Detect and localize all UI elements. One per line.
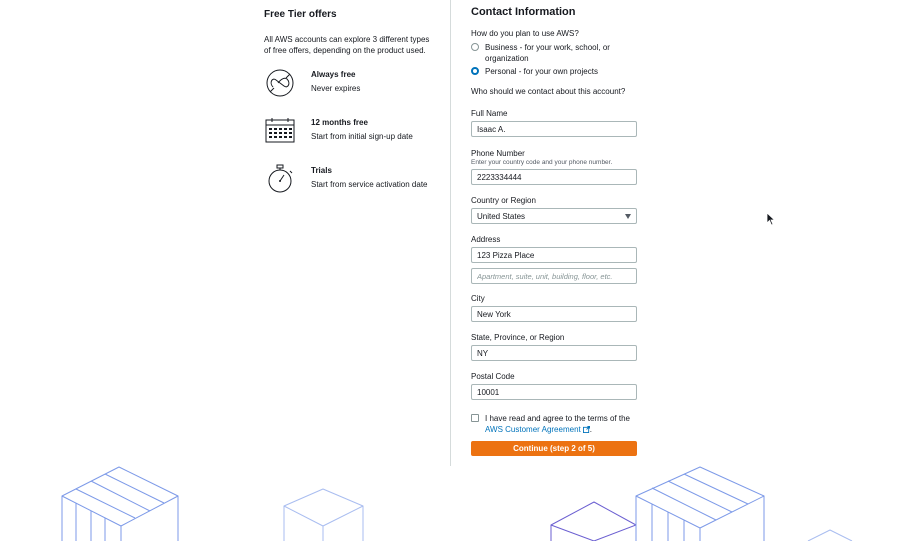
agreement-text-wrap [485,413,641,435]
decorative-cubes-illustration [0,455,902,541]
free-tier-title: Free Tier offers [264,9,337,20]
offer-subtitle: Never expires [311,84,361,93]
country-value: United States [477,211,526,221]
continue-button[interactable]: Continue (step 2 of 5) [471,441,637,456]
calendar-icon [264,116,296,146]
offer-title: Always free [311,70,356,79]
offer-subtitle: Start from initial sign-up date [311,132,413,141]
caret-down-icon [625,214,631,219]
agreement-suffix: . [589,425,592,434]
full-name-input[interactable] [471,121,637,137]
address-label: Address [471,235,501,244]
city-input[interactable] [471,306,637,322]
free-tier-panel [264,9,436,212]
agreement-row [471,413,641,435]
stopwatch-icon [264,164,296,194]
postal-input[interactable] [471,384,637,400]
postal-label: Postal Code [471,372,515,381]
country-label: Country or Region [471,196,536,205]
offer-12-months [264,116,436,164]
radio-unselected-icon[interactable] [471,43,479,51]
state-label: State, Province, or Region [471,333,565,342]
contact-form [471,6,641,456]
country-select[interactable] [471,208,637,224]
free-tier-intro: All AWS accounts can explore 3 different types of free offers, depending on the product used. [264,35,430,55]
phone-input[interactable] [471,169,637,185]
state-input[interactable] [471,345,637,361]
offer-trials [264,164,436,212]
customer-agreement-link[interactable] [485,425,590,434]
mouse-cursor-icon [766,212,776,226]
infinity-icon [264,68,296,98]
use-question: How do you plan to use AWS? [471,29,579,38]
agreement-text: I have read and agree to the terms of the [485,414,630,423]
contact-title: Contact Information [471,6,576,18]
phone-hint: Enter your country code and your phone number. [471,159,613,166]
phone-label: Phone Number [471,149,525,158]
radio-label: Business - for your work, school, or organization [485,43,610,63]
radio-business[interactable] [471,42,641,64]
offer-title: Trials [311,166,332,175]
offer-always-free [264,68,436,116]
agreement-link-label: AWS Customer Agreement [485,425,581,434]
column-divider [450,0,451,466]
offer-subtitle: Start from service activation date [311,180,428,189]
external-link-icon [583,426,590,433]
offer-title: 12 months free [311,118,368,127]
city-label: City [471,294,485,303]
contact-question: Who should we contact about this account? [471,87,626,96]
radio-selected-icon[interactable] [471,67,479,75]
agreement-checkbox[interactable] [471,414,479,422]
full-name-label: Full Name [471,109,508,118]
radio-personal[interactable] [471,66,641,77]
address-line1-input[interactable] [471,247,637,263]
radio-label: Personal - for your own projects [485,67,598,76]
address-line2-input[interactable] [471,268,637,284]
